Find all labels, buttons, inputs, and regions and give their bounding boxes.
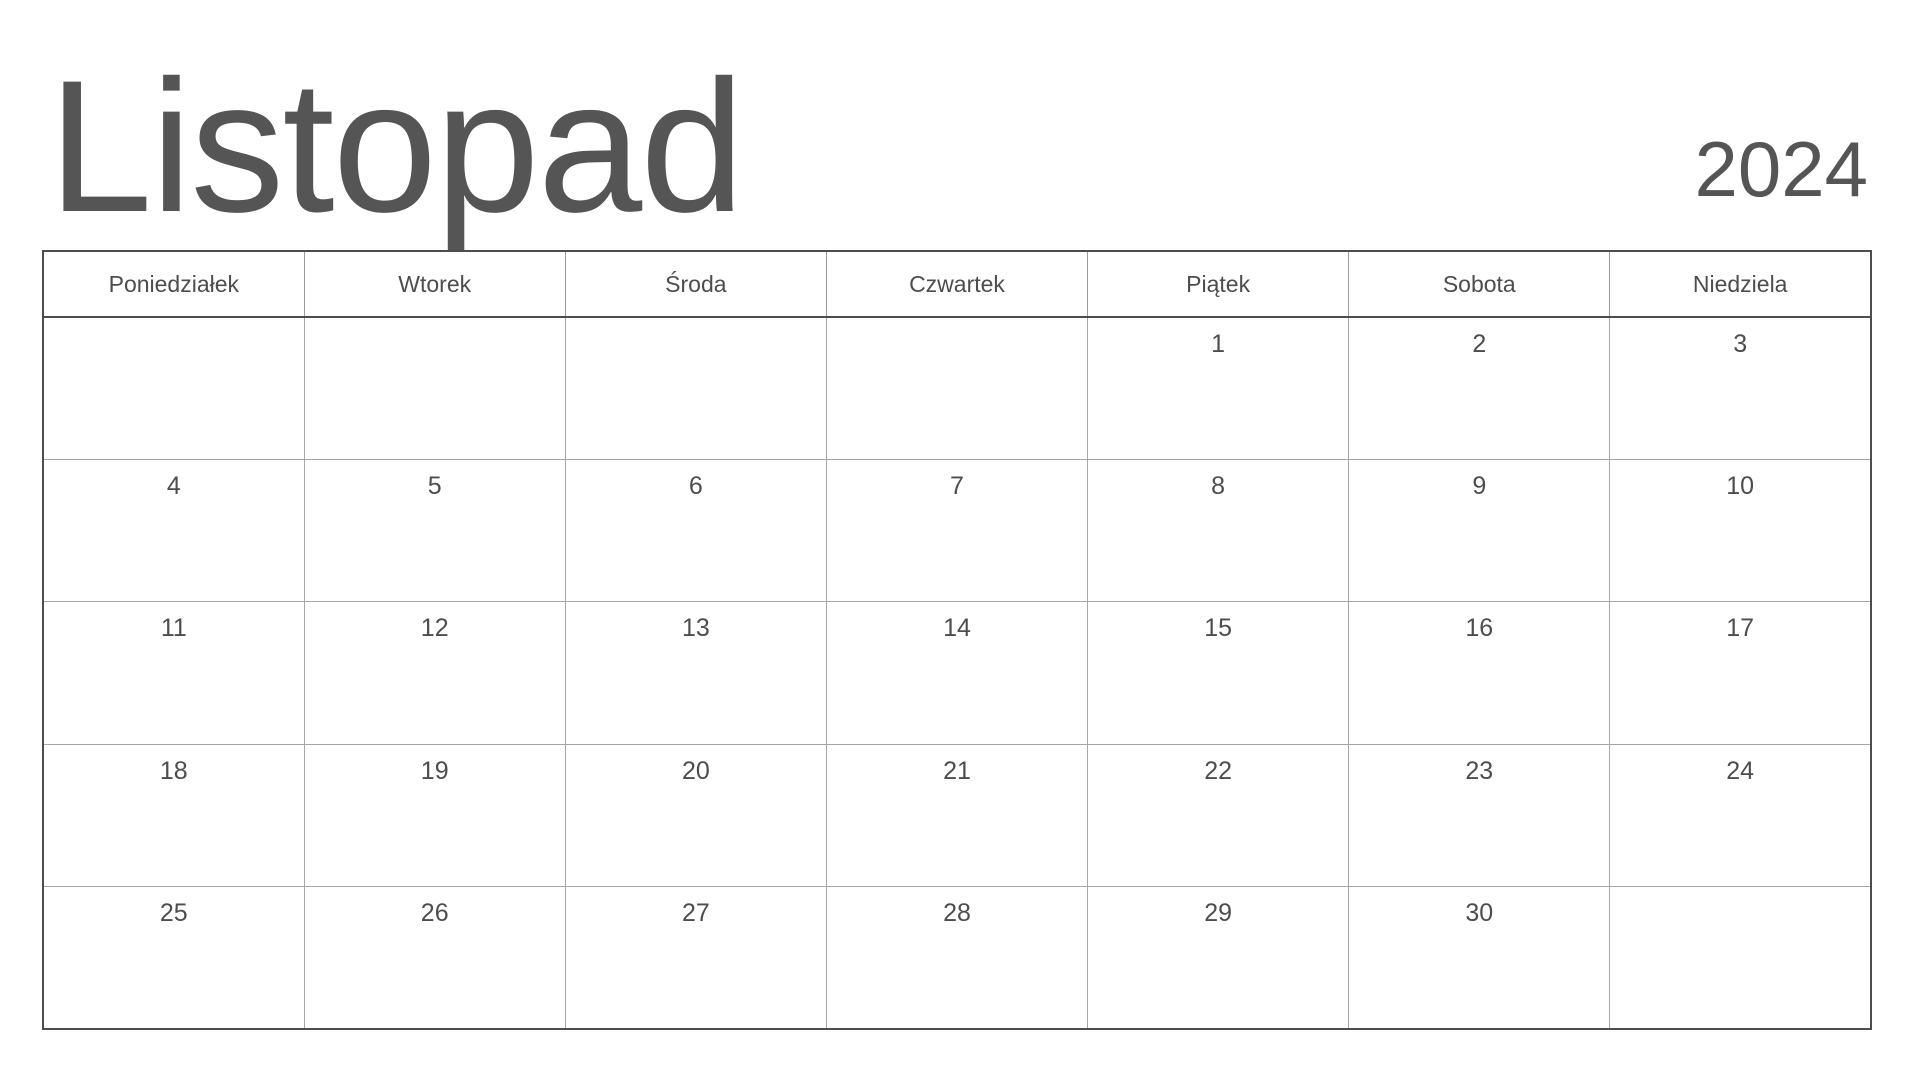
calendar-day-cell[interactable] (826, 602, 1087, 744)
calendar-day-cell[interactable] (826, 317, 1087, 459)
weekday-header-row (43, 251, 1871, 317)
calendar-week-row (43, 744, 1871, 886)
calendar-day-cell[interactable] (1349, 744, 1610, 886)
day-number: 9 (1472, 471, 1487, 500)
calendar-day-cell[interactable] (1610, 602, 1871, 744)
day-number: 12 (420, 614, 449, 643)
day-number: 25 (159, 899, 188, 928)
calendar-week-row (43, 602, 1871, 744)
day-number: 22 (1204, 756, 1233, 785)
day-number: 16 (1465, 614, 1494, 643)
day-number: 17 (1726, 614, 1755, 643)
calendar-day-cell[interactable] (43, 459, 304, 601)
calendar-day-cell[interactable] (1088, 602, 1349, 744)
day-number: 8 (1211, 471, 1226, 500)
calendar-day-cell[interactable] (826, 744, 1087, 886)
calendar-day-cell[interactable] (1610, 887, 1871, 1029)
calendar-header (0, 0, 1920, 250)
weekday-header-wednesday: Środa (565, 251, 826, 317)
calendar-day-cell[interactable] (43, 744, 304, 886)
calendar-day-cell[interactable] (1088, 459, 1349, 601)
day-number: 2 (1472, 330, 1487, 358)
weekday-header-friday: Piątek (1088, 251, 1349, 317)
day-number: 23 (1465, 756, 1494, 785)
day-number: 27 (681, 899, 710, 928)
calendar-day-cell[interactable] (565, 744, 826, 886)
calendar-day-cell[interactable] (43, 317, 304, 459)
calendar-week-row (43, 887, 1871, 1029)
day-number: 15 (1204, 614, 1233, 643)
day-number: 18 (159, 756, 188, 785)
calendar-day-cell[interactable] (304, 459, 565, 601)
day-number: 24 (1726, 756, 1755, 785)
calendar-day-cell[interactable] (304, 317, 565, 459)
day-number: 29 (1204, 899, 1233, 928)
day-number: 14 (943, 614, 971, 643)
page-title: Listopad (48, 41, 743, 252)
day-number: 30 (1465, 899, 1494, 928)
calendar-day-cell[interactable] (43, 887, 304, 1029)
calendar-day-cell[interactable] (826, 459, 1087, 601)
calendar-day-cell[interactable] (1349, 602, 1610, 744)
calendar-day-cell[interactable] (1349, 887, 1610, 1029)
calendar-day-cell[interactable] (1610, 317, 1871, 459)
calendar-week-row (43, 317, 1871, 459)
day-number: 26 (420, 899, 449, 928)
calendar-day-cell[interactable] (565, 317, 826, 459)
calendar-day-cell[interactable] (304, 887, 565, 1029)
day-number: 21 (943, 756, 971, 785)
calendar-day-cell[interactable] (1610, 459, 1871, 601)
calendar-day-cell[interactable] (1088, 317, 1349, 459)
day-number: 4 (166, 471, 181, 500)
weekday-header-sunday: Niedziela (1610, 251, 1871, 317)
day-number: 7 (950, 471, 964, 500)
year-label: 2024 (1694, 125, 1868, 213)
day-number: 28 (943, 899, 971, 928)
day-number: 13 (681, 614, 710, 643)
day-number: 3 (1733, 330, 1748, 358)
day-number: 10 (1726, 471, 1755, 500)
weekday-header-monday: Poniedziałek (43, 251, 304, 317)
calendar-day-cell[interactable] (304, 744, 565, 886)
calendar-week-row (43, 459, 1871, 601)
calendar-day-cell[interactable] (565, 602, 826, 744)
day-number: 5 (427, 471, 442, 500)
day-number: 19 (420, 756, 449, 785)
calendar-day-cell[interactable] (826, 887, 1087, 1029)
calendar-day-cell[interactable] (1349, 459, 1610, 601)
calendar-day-cell[interactable] (565, 887, 826, 1029)
weekday-header-thursday: Czwartek (826, 251, 1087, 317)
day-number: 1 (1211, 330, 1226, 358)
month-grid (42, 250, 1872, 1030)
day-number: 20 (681, 756, 710, 785)
day-number: 6 (688, 471, 703, 500)
calendar-day-cell[interactable] (1088, 887, 1349, 1029)
calendar-day-cell[interactable] (565, 459, 826, 601)
calendar-day-cell[interactable] (1088, 744, 1349, 886)
calendar-day-cell[interactable] (1349, 317, 1610, 459)
weekday-header-tuesday: Wtorek (304, 251, 565, 317)
day-number: 11 (160, 614, 187, 643)
calendar-day-cell[interactable] (304, 602, 565, 744)
calendar-day-cell[interactable] (43, 602, 304, 744)
weekday-header-saturday: Sobota (1349, 251, 1610, 317)
calendar-day-cell[interactable] (1610, 744, 1871, 886)
